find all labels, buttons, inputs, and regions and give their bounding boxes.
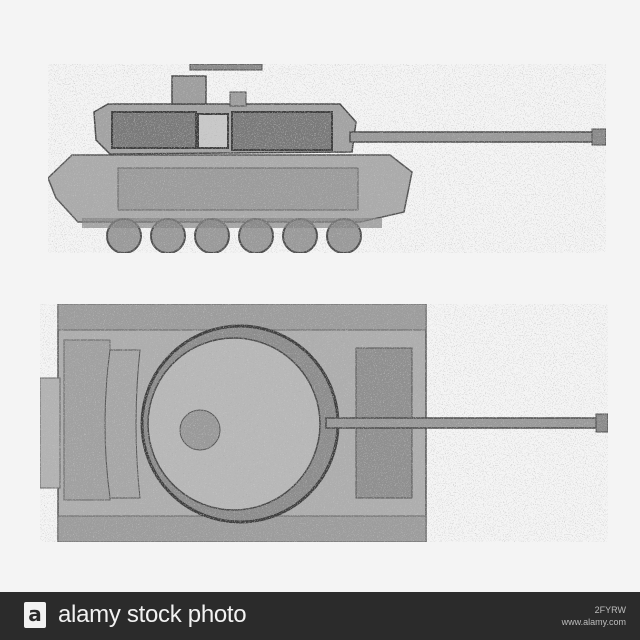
brand-text: alamy stock photo bbox=[58, 601, 247, 628]
tank-side-view bbox=[48, 64, 606, 253]
site-url: www.alamy.com bbox=[561, 617, 626, 627]
top-commander-hatch bbox=[180, 410, 220, 450]
side-skirt bbox=[118, 168, 358, 210]
top-main-gun bbox=[326, 418, 602, 428]
armor-block bbox=[232, 112, 332, 150]
top-engine-deck bbox=[64, 340, 110, 500]
side-turret-armor-blocks bbox=[112, 112, 332, 150]
top-muzzle bbox=[596, 414, 608, 432]
side-track bbox=[82, 218, 382, 228]
watermark-bar bbox=[0, 592, 640, 640]
side-main-gun bbox=[350, 132, 600, 142]
top-bustle bbox=[105, 350, 140, 498]
side-periscope bbox=[230, 92, 246, 106]
tank-top-view bbox=[40, 304, 608, 542]
side-machine-gun bbox=[190, 64, 262, 70]
side-muzzle bbox=[592, 129, 606, 145]
alamy-logo-icon: a bbox=[24, 602, 46, 628]
image-id: 2FYRW bbox=[594, 605, 626, 615]
armor-block bbox=[112, 112, 196, 148]
top-rear-deck bbox=[40, 378, 60, 488]
armor-block bbox=[198, 114, 228, 148]
top-turret bbox=[148, 338, 320, 510]
side-cupola bbox=[172, 76, 206, 104]
image-ids bbox=[562, 604, 626, 628]
